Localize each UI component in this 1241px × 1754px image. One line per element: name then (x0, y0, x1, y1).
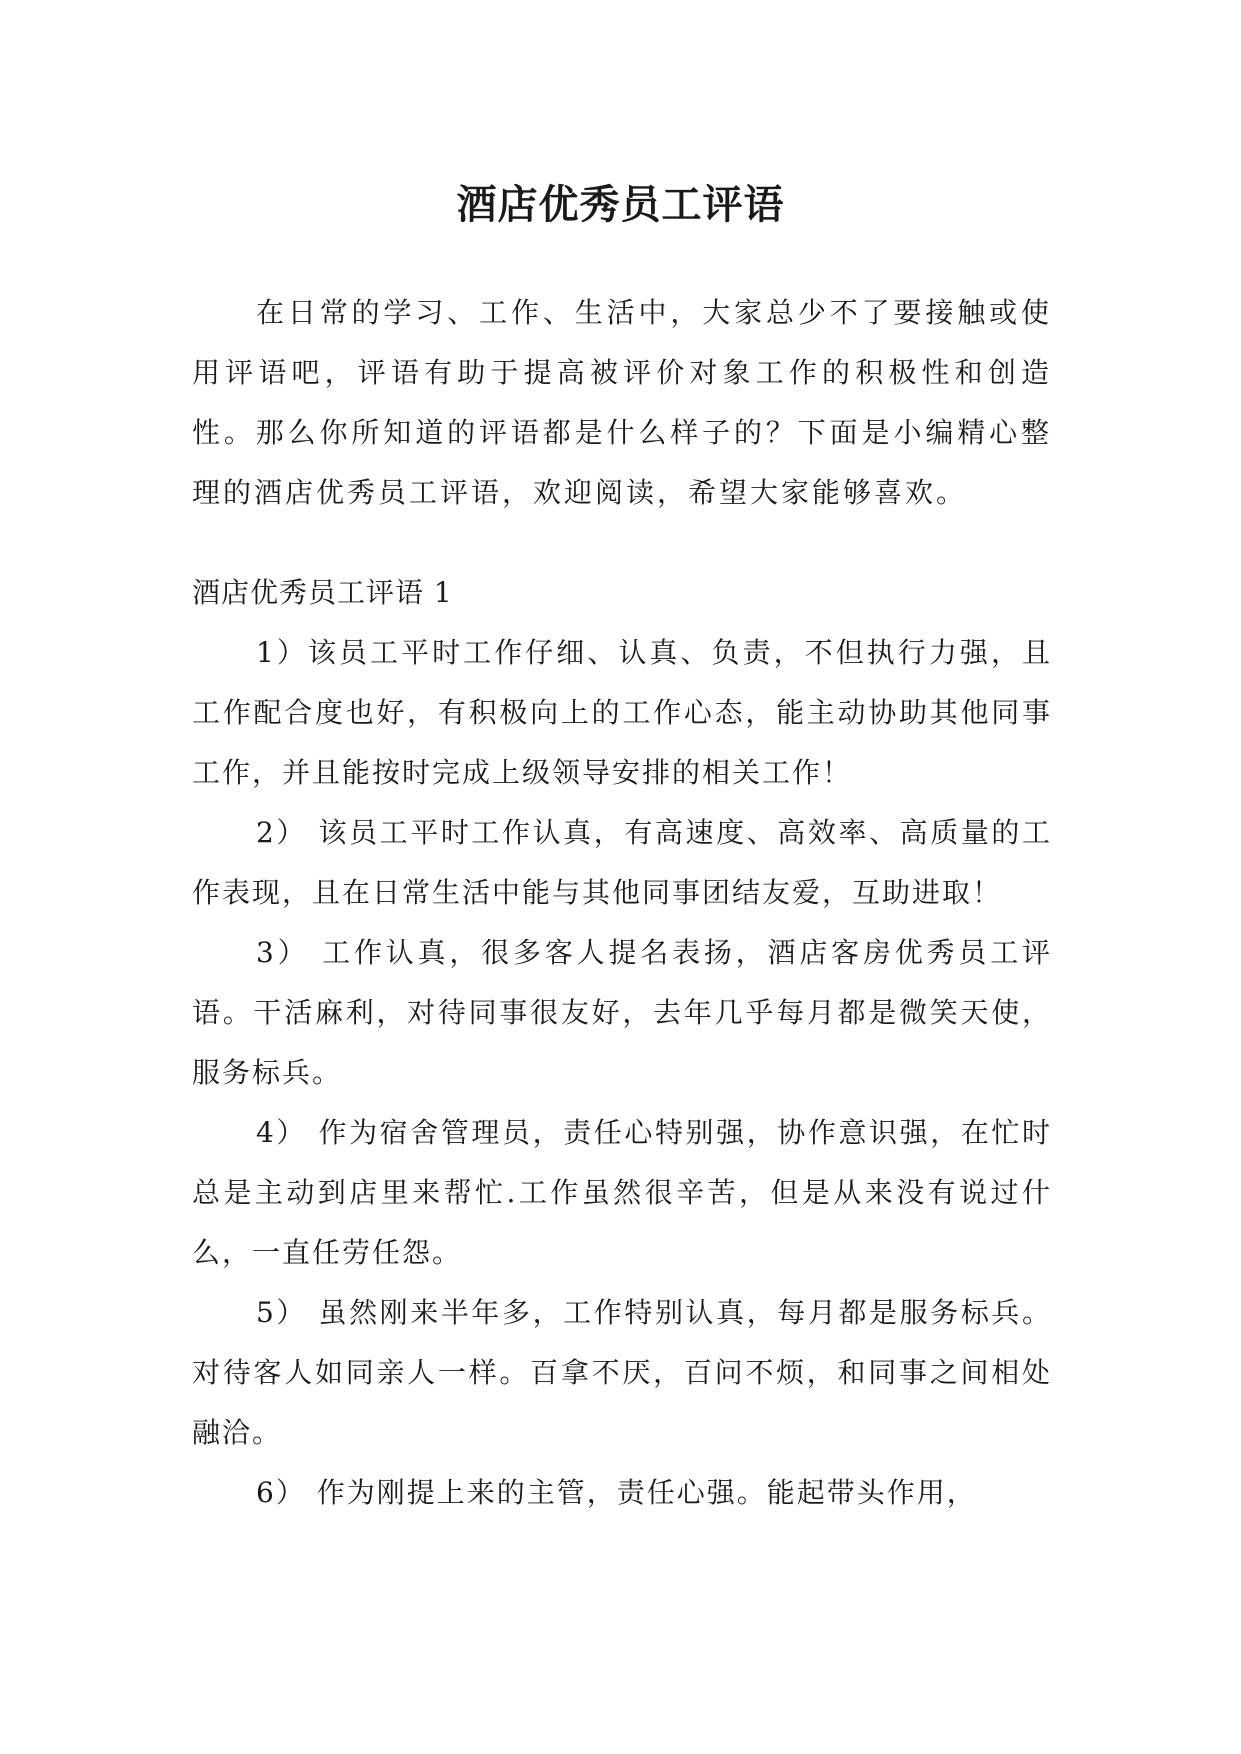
comment-item-3: 3） 工作认真，很多客人提名表扬，酒店客房优秀员工评语。干活麻利，对待同事很友好，去年几乎每月都是微笑天使，服务标兵。 (192, 936, 1052, 1089)
comment-item-2: 2） 该员工平时工作认真，有高速度、高效率、高质量的工作表现，且在日常生活中能与其他同事团结友爱，互助进取！ (192, 816, 1052, 909)
document-body (192, 283, 1052, 1523)
comment-item-4: 4） 作为宿舍管理员，责任心特别强，协作意识强，在忙时总是主动到店里来帮忙.工作虽然很辛苦，但是从来没有说过什么，一直任劳任怨。 (192, 1116, 1052, 1269)
comment-item-1: 1）该员工平时工作仔细、认真、负责，不但执行力强，且工作配合度也好，有积极向上的工作心态，能主动协助其他同事工作，并且能按时完成上级领导安排的相关工作！ (192, 636, 1052, 789)
document-title: 酒店优秀员工评语 (456, 180, 785, 228)
comment-item-6: 6） 作为刚提上来的主管，责任心强。能起带头作用， (256, 1476, 977, 1509)
comment-item-5: 5） 虽然刚来半年多，工作特别认真，每月都是服务标兵。对待客人如同亲人一样。百拿不厌，百问不烦，和同事之间相处融洽。 (192, 1296, 1052, 1449)
section-heading: 酒店优秀员工评语 1 (192, 576, 453, 609)
intro-paragraph: 在日常的学习、工作、生活中，大家总少不了要接触或使用评语吧，评语有助于提高被评价对象工作的积极性和创造性。那么你所知道的评语都是什么样子的？下面是小编精心整理的酒店优秀员工评语，欢迎阅读，希望大家能够喜欢。 (192, 296, 1052, 509)
